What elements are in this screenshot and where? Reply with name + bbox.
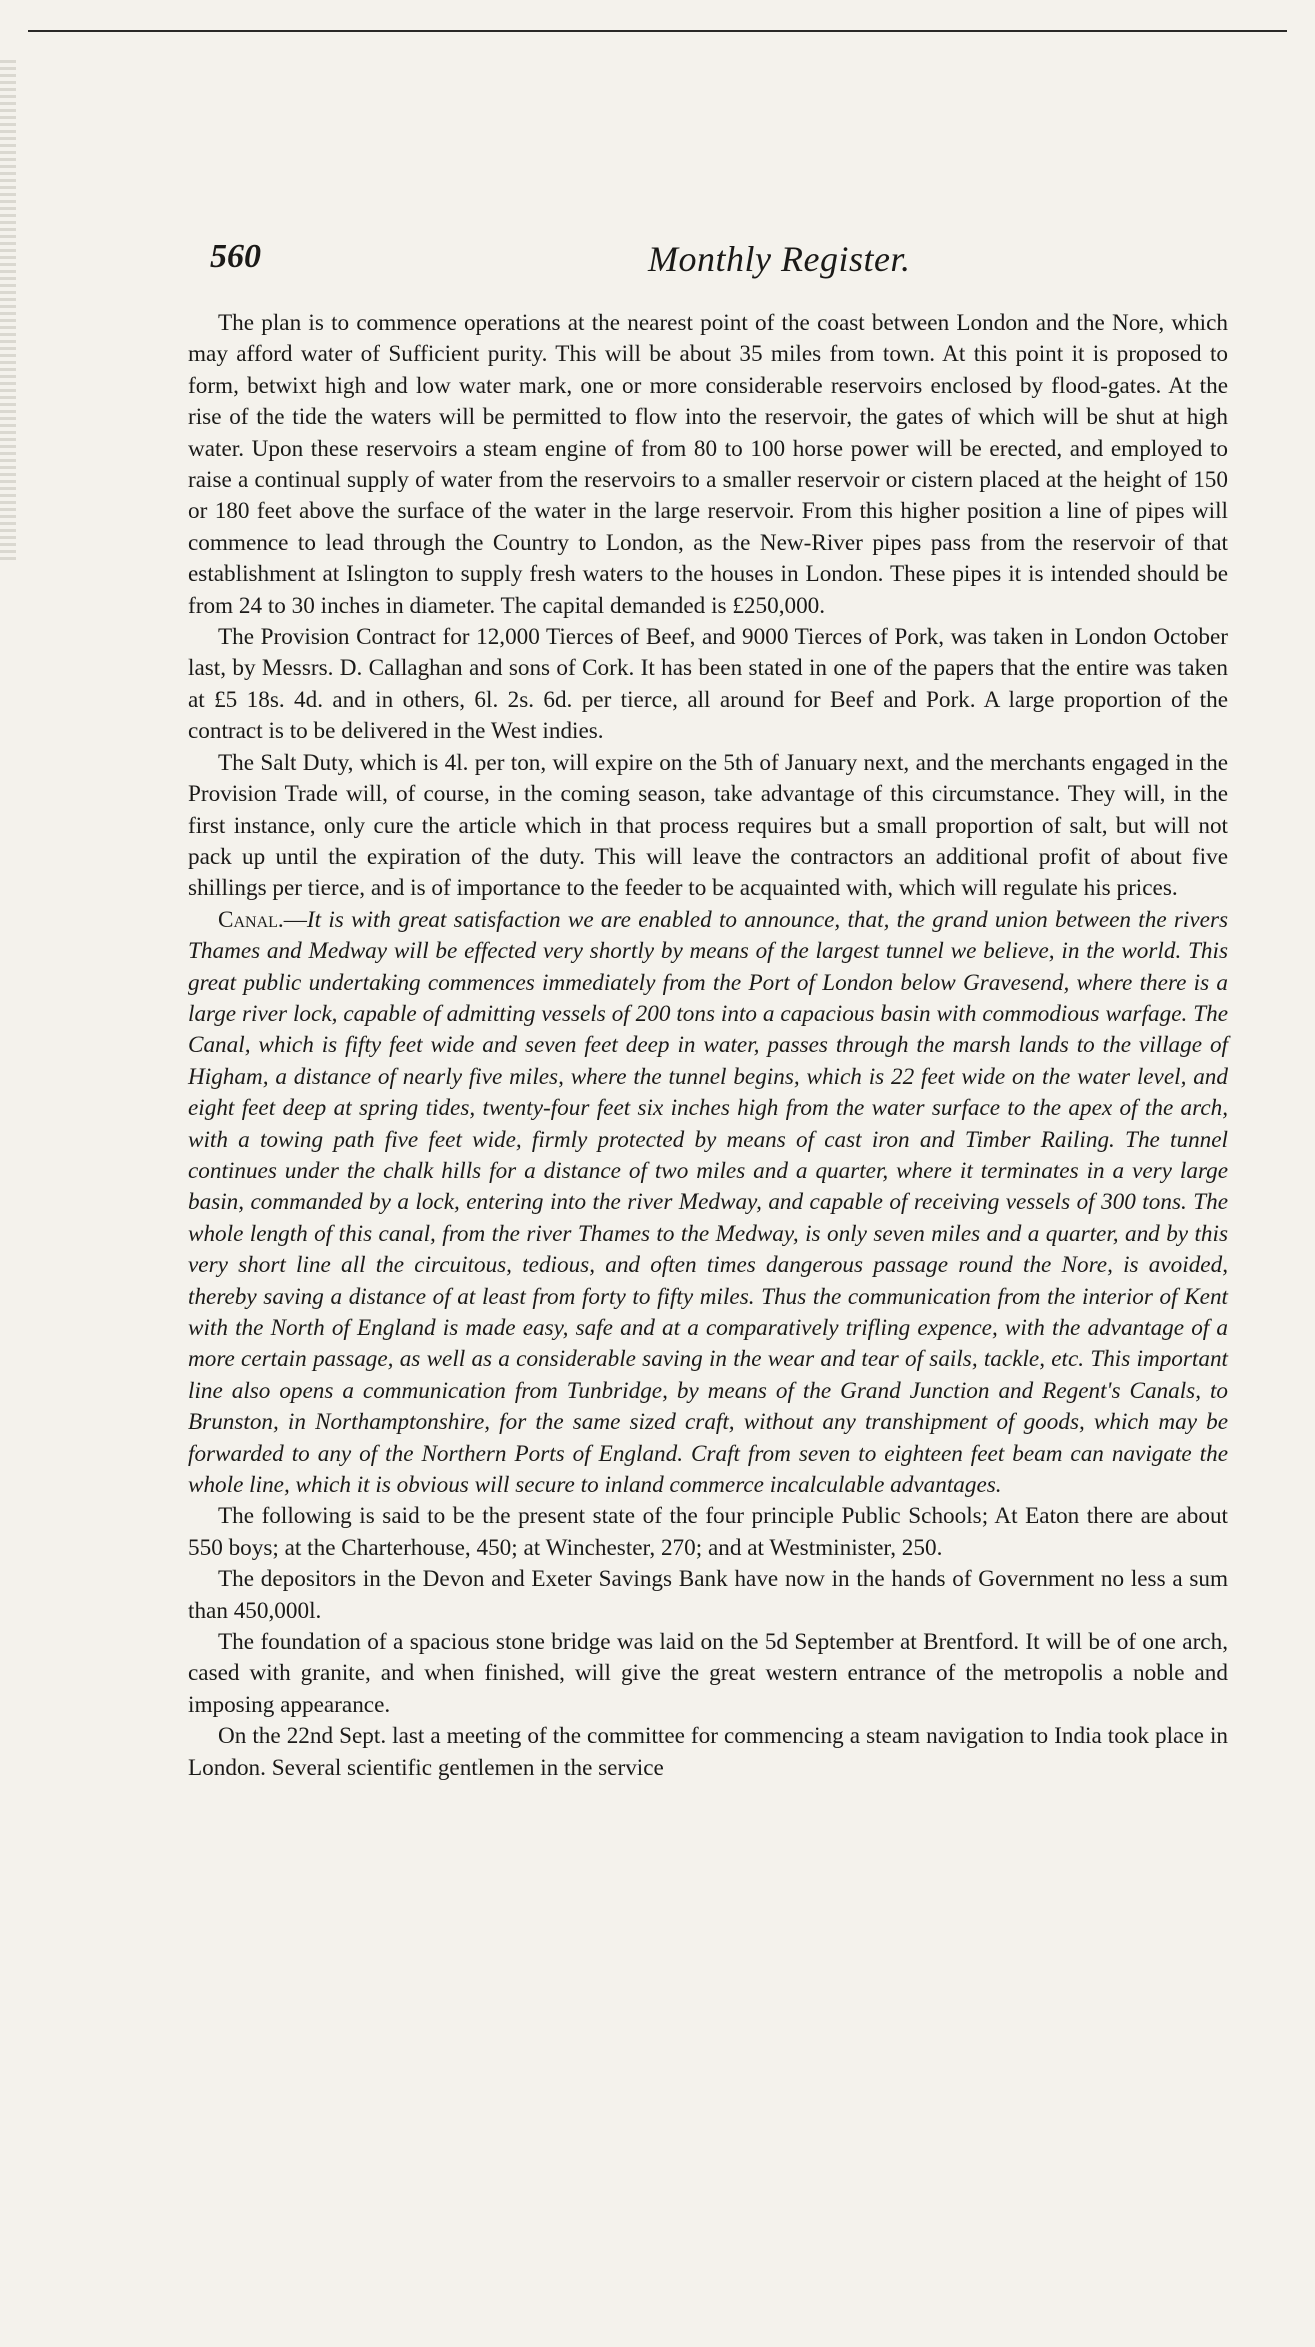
paragraph-provision-contract: The Provision Contract for 12,000 Tierces of Beef, and 9000 Tierces of Pork, was taken in London October last, by Messrs. D. Callaghan and sons of Cork. It has been stated in one of the papers that the entire was taken at £5 18s. 4d. and in others, 6l. 2s. 6d. per tierce, all around for Beef and Pork. A large proportion of the contract is to be delivered in the West indies. <box>188 624 1228 745</box>
canal-text: It is with great satisfaction we are enabled to announce, that, the grand union between the rivers Thames and Medway will be effected very shortly by means of the largest tunnel we believe, in the world. This great public undertaking commences immediately from the Port of London below Gravesend, where there is a large river lock, capable of admitting vessels of 200 tons into a capacious basin with commodious warfage. The Canal, which is fifty feet wide and seven feet deep in water, passes through the marsh lands to the village of Higham, a distance of nearly five miles, where the tunnel begins, which is 22 feet wide on the water level, and eight feet deep at spring tides, twenty-four feet six inches high from the water surface to the apex of the arch, with a towing path five feet wide, firmly protected by means of cast iron and Timber Railing. The tunnel continues under the chalk hills for a distance of two miles and a quarter, where it terminates in a very large basin, commanded by a lock, entering into the river Medway, and capable of receiving vessels of 300 tons. The whole length of this canal, from the river Thames to the Medway, is only seven miles and a quarter, and by this very short line all the circuitous, tedious, and often times dangerous passage round the Nore, is avoided, thereby saving a distance of at least from forty to fifty miles. Thus the communication from the interior of Kent with the North of England is made easy, safe and at a comparatively trifling expence, with the advantage of a more certain passage, as well as a considerable saving in the wear and tear of sails, tackle, etc. This important line also opens a communication from Tunbridge, by means of the Grand Junction and Regent's Canals, to Brunston, in Northamptonshire, for the same sized craft, without any transhipment of goods, which may be forwarded to any of the Northern Ports of England. Craft from seven to eighteen feet beam can navigate the whole line, which it is obvious will secure to inland commerce incalculable advantages. <box>188 906 1228 1499</box>
page-number: 560 <box>210 238 261 275</box>
top-rule <box>28 30 1287 32</box>
canal-heading: Canal.— <box>218 906 307 933</box>
paragraph-brentford-bridge: The foundation of a spacious stone bridge was laid on the 5d September at Brentford. It will be of one arch, cased with granite, and when finished, will give the great western entrance of the metropolis a noble and imposing appearance. <box>188 1629 1228 1718</box>
paragraph-steam-navigation: On the 22nd Sept. last a meeting of the committee for commencing a steam navigation to India took place in London. Several scientific gentlemen in the service <box>188 1723 1228 1781</box>
page-header <box>210 238 1070 288</box>
paragraph-public-schools: The following is said to be the present state of the four principle Public Schools; At Eaton there are about 550 boys; at the Charterhouse, 450; at Winchester, 270; and at Westminister, 250. <box>188 1503 1228 1561</box>
paragraph-salt-duty: The Salt Duty, which is 4l. per ton, will expire on the 5th of January next, and the merchants engaged in the Provision Trade will, of course, in the coming season, take advantage of this circumstance. They will, in the first instance, only cure the article which in that process requires but a small proportion of salt, but will not pack up until the expiration of the duty. This will leave the contractors an additional profit of about five shillings per tierce, and is of importance to the feeder to be acquainted with, which will regulate his prices. <box>188 749 1228 902</box>
paragraph-canal <box>188 905 1228 1502</box>
article-body <box>188 308 1228 1784</box>
paragraph-savings-bank: The depositors in the Devon and Exeter Savings Bank have now in the hands of Government no less a sum than 450,000l. <box>188 1566 1228 1624</box>
running-title: Monthly Register. <box>648 239 911 279</box>
binding-edge <box>0 60 16 560</box>
paragraph-water-supply: The plan is to commence operations at the nearest point of the coast between London and the Nore, which may afford water of Sufficient purity. This will be about 35 miles from town. At this point it is proposed to form, betwixt high and low water mark, one or more considerable reservoirs enclosed by flood-gates. At the rise of the tide the waters will be permitted to flow into the reservoir, the gates of which will be shut at high water. Upon these reservoirs a steam engine of from 80 to 100 horse power will be erected, and employed to raise a continual supply of water from the reservoirs to a smaller reservoir or cistern placed at the height of 150 or 180 feet above the surface of the water in the large reservoir. From this higher position a line of pipes will commence to lead through the Country to London, as the New-River pipes pass from the reservoir of that establishment at Islington to supply fresh waters to the houses in London. These pipes it is intended should be from 24 to 30 inches in diameter. The capital demanded is £250,000. <box>188 310 1228 619</box>
